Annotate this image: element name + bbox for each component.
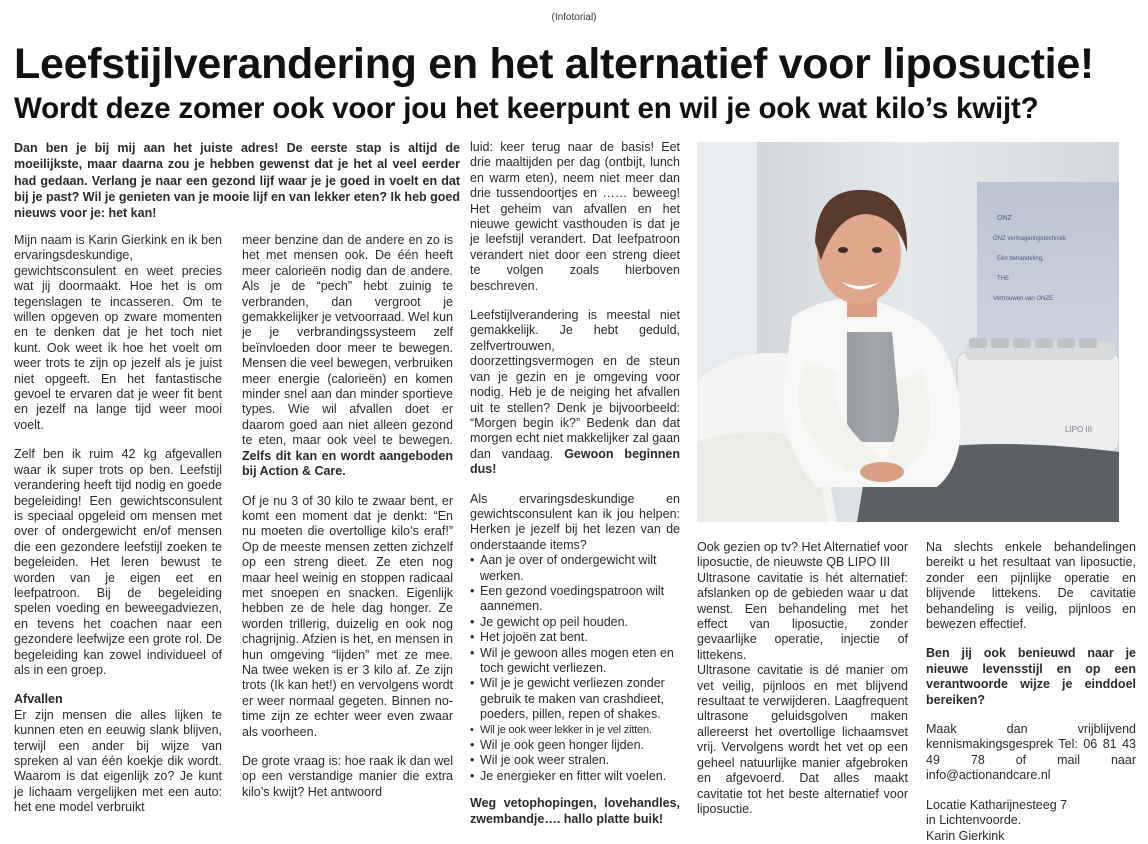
list-item: • Wil je gewoon alles mogen eten en toch gewicht verliezen. — [480, 646, 680, 677]
portrait-photo — [697, 142, 1119, 522]
checklist — [470, 553, 680, 784]
location-line-1: Locatie Katharijnesteeg 7 — [926, 797, 1068, 812]
section-heading-afvallen: Afvallen — [14, 692, 63, 707]
subheadline: Wordt deze zomer ook voor jou het keerpunt en wil je ook wat kilo’s kwijt? — [14, 92, 1039, 125]
intro-paragraph: Dan ben je bij mij aan het juiste adres! De eerste stap is altijd de moeilijkste, maar daarna zou je hebben gewenst dat je het al veel eerder had gedaan. Verlang je naar een gezond lijf waar je je goed in voelt en dat bij je past? Wil je genieten van je mooie lijf en van lekker eten? Ik heb goed nieuws voor je: het kan! — [14, 141, 460, 221]
col2-bold-callout: Zelfs dit kan en wordt aangeboden bij Action & Care. — [242, 448, 453, 479]
list-item: • Wil je ook geen honger lijden. — [480, 738, 680, 753]
list-item: • Het jojoën zat bent. — [480, 630, 680, 645]
poster-text: Eén behandeling, — [997, 256, 1044, 262]
col3-bold-callout: Gewoon beginnen dus! — [470, 446, 680, 477]
column-2 — [242, 233, 453, 800]
author-name: Karin Gierkink — [926, 828, 1005, 843]
col5-paragraph-1: Na slechts enkele behandelingen bereikt u het resultaat van liposuctie, zonder een pijnlijke operatie en blijvende littekens. De cavitatie behandeling is veilig, pijnloos en bewezen effectief. — [926, 540, 1136, 632]
col3-paragraph-1: luid: keer terug naar de basis! Eet drie maaltijden per dag (ontbijt, lunch en warm eten), neem niet meer dan drie tussendoortjes en …… beweeg! Het geheim van afvallen en het nieuwe gewicht vasthouden is dat je je leefstijl verandert. Dat leefpatroon verandert niet door een streng dieet te volgen zoals hierboven beschreven. — [470, 140, 680, 293]
col2-paragraph-3: De grote vraag is: hoe raak ik dan wel op een verstandige manier die extra kilo’s kwijt? Het antwoord — [242, 754, 453, 799]
list-item: • Je gewicht op peil houden. — [480, 615, 680, 630]
col4-paragraph-2: Ultrasone cavitatie is hét alternatief: afslanken op de gebieden waar u dat wenst. Een behandeling met het effect van liposuctie, zonder gevaarlijke operatie, injectie of littekens. — [697, 570, 908, 662]
col1-paragraph-3: Er zijn mensen die alles lijken te kunnen eten en eeuwig slank blijven, terwijl een ander bij wijze van spreken al van één koekje dik wordt. Waarom is dat eigenlijk zo? Je kunt je lichaam vergelijken met een auto: het ene model verbruikt — [14, 707, 222, 815]
list-item: • Aan je over of ondergewicht wilt werken. — [480, 553, 680, 584]
col2-paragraph-2: Of je nu 3 of 30 kilo te zwaar bent, er komt een moment dat je denkt: “En nu moeten die overtollige kilo’s eraf!” Op de meeste mensen zetten zichzelf op een streng dieet. Ze eten nog maar heel weinig en stoppen radicaal met snoepen en snacken. Eigenlijk hebben ze de hele dag honger. Ze worden trillerig, duizelig en ook nog chagrijnig. Afzien is het, en mensen in hun omgeving “lijden” met ze mee. Na twee weken is er 3 kilo af. Ze zijn trots (Ik kan het!) en vervolgens wordt er weer normaal gegeten. Binnen no-time zijn ze echter weer even zwaar als voorheen. — [242, 493, 453, 739]
infotorial-label: (Infotorial) — [551, 12, 597, 23]
column-4 — [697, 540, 908, 817]
col1-paragraph-2: Zelf ben ik ruim 42 kg afgevallen waar ik super trots op ben. Leefstijl verandering heeft tijd nodig en goede begeleiding! Een gewichtsconsulent is speciaal opgeleid om mensen met over of ondergewicht en/of mensen die een gezondere leefstijl zoeken te begeleiden. Het leren bewust te worden van je eigen eet en leefpatroon. Bij de begeleiding spelen voeding en beweegadviezen, en tevens het coachen naar een gezondere leefwijze een grote rol. De begeleiding kan zowel individueel of als in een groep. — [14, 447, 222, 677]
col4-paragraph-1: Ook gezien op tv? Het Alternatief voor liposuctie, de nieuwste QB LIPO III — [697, 540, 908, 570]
poster-text: Vertrouwen van ONZE — [993, 296, 1054, 302]
call-to-action-question: Ben jij ook benieuwd naar je nieuwe levensstijl en op een verantwoorde wijze je einddoel bereiken? — [926, 646, 1136, 707]
column-1 — [14, 233, 222, 816]
col4-paragraph-3: Ultrasone cavitatie is dé manier om vet veilig, pijnloos en met blijvend resultaat te verwijderen. Laagfrequent ultrasone geluidsgolven maken allereerst het overtollige lichaamsvet vrij. Vervolgens wordt het vet op een geheel natuurlijke manier afgebroken en afgevoerd. Dat alles maakt cavitatie tot het beste alternatief voor liposuctie. — [697, 663, 908, 816]
poster-text: ONZ vermageringstechniek — [993, 236, 1067, 242]
col1-paragraph-1: Mijn naam is Karin Gierkink en ik ben ervaringsdeskundige, gewichtsconsulent en weet precies wat jij doormaakt. Hoe het is om tegenslagen te incasseren. Om te willen opgeven op zware momenten en te denken dat je het toch niet kunt. Ook weet ik hoe het voelt om weer trots te zijn op jezelf als je juist niet opgeeft. En het fantastische gevoel te ervaren dat je weer fit bent en jezelf na lange tijd weer mooi voelt. — [14, 233, 222, 432]
list-item: • Wil je ook weer stralen. — [480, 753, 680, 768]
column-5 — [926, 540, 1136, 844]
contact-paragraph: Maak dan vrijblijvend kennismakingsgesprek Tel: 06 81 43 49 78 of mail naar info@actionandcare.nl — [926, 722, 1136, 783]
column-3 — [470, 140, 680, 827]
list-item: • Wil je ook weer lekker in je vel zitten. — [480, 723, 680, 738]
list-item: • Een gezond voedingspatroon wilt aannemen. — [480, 584, 680, 615]
closing-slogan: Weg vetophopingen, lovehandles, zwembandje…. hallo platte buik! — [470, 796, 680, 826]
poster-text: ONZ — [997, 215, 1012, 222]
machine-label: LIPO III — [1065, 425, 1093, 434]
col3-paragraph-3: Als ervaringsdeskundige en gewichtsconsulent kan ik jou helpen: Herken je jezelf bij het lezen van de onderstaande items? — [470, 491, 680, 552]
poster-text: THE — [997, 276, 1009, 282]
list-item: • Wil je je gewicht verliezen zonder gebruik te maken van crashdieet, poeders, pillen, repen of shakes. — [480, 676, 680, 722]
location-line-2: in Lichtenvoorde. — [926, 813, 1022, 828]
col2-paragraph-1: meer benzine dan de andere en zo is het met mensen ook. De één heeft meer calorieën nodig dan de andere. Als je de “pech” hebt zuinig te verbranden, dan vergroot je gemakkelijker je vetvoorraad. Wel kun je je verbrandingssysteem zelf beïnvloeden door meer te bewegen. Mensen die veel bewegen, verbruiken meer energie (calorieën) en komen minder snel aan dan minder sportieve types. Wie wil afvallen doet er daarom goed aan niet alleen gezond te eten, maar ook veel te bewegen. Zelfs dit kan en wordt aangeboden bij Action & Care. — [242, 233, 453, 479]
list-item: • Je energieker en fitter wilt voelen. — [480, 769, 680, 784]
woman-at-clinic-illustration — [697, 142, 1119, 522]
col3-paragraph-2: Leefstijlverandering is meestal niet gemakkelijk. Je hebt geduld, zelfvertrouwen, doorzettingsvermogen en de steun van je gezin en je omgeving voor nodig. Heb je de neiging het afvallen uit te stellen? Denk je bijvoorbeeld: “Morgen begin ik?” Bedenk dan dat morgen echt niet makkelijker zal gaan dan vandaag. Gewoon beginnen dus! — [470, 308, 680, 477]
headline: Leefstijlverandering en het alternatief voor liposuctie! — [14, 40, 1094, 88]
